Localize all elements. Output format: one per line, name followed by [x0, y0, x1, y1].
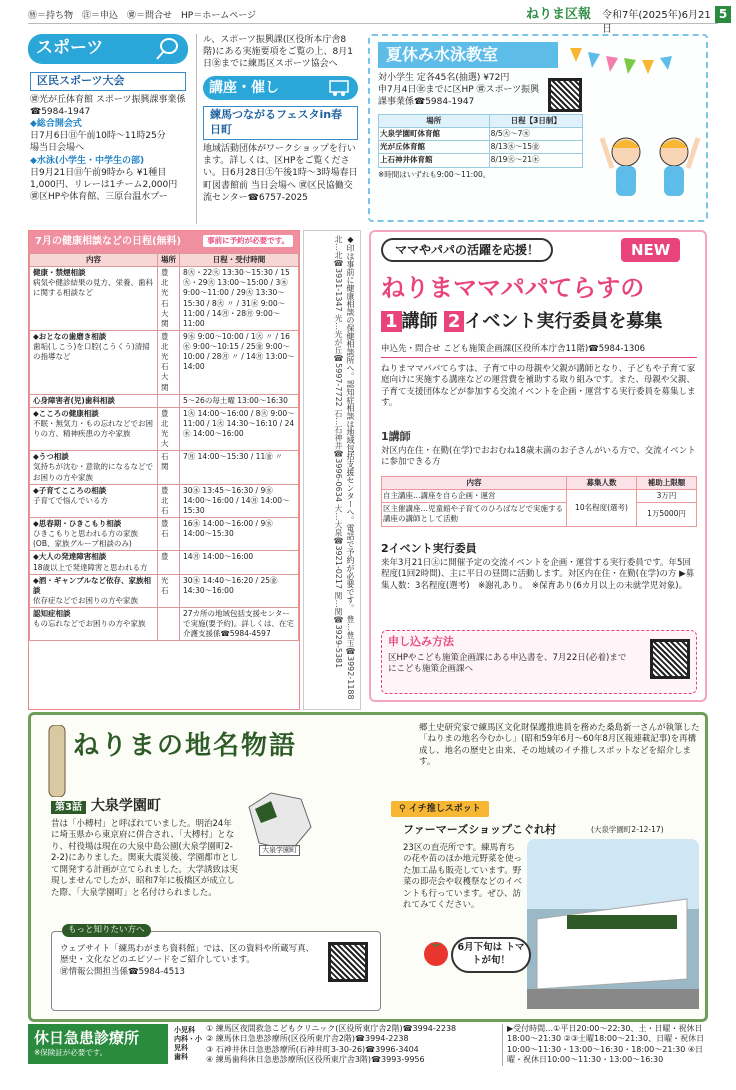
- table-row: [30, 267, 299, 331]
- swim-schedule-table: [378, 114, 583, 168]
- consult-place: 豊 北 光 石 大 関: [158, 330, 180, 394]
- exec-heading: 2イベント実行委員: [381, 542, 477, 555]
- more-info-contact: ㊮情報公開担当係☎5984-4513: [60, 966, 185, 977]
- table-row: [30, 484, 299, 517]
- episode-place: 大泉学園町: [90, 798, 161, 814]
- consult-schedule: 9㊌ 9:00〜10:00 / 1㊋ 〃 / 16㊌ 9:00〜10:15 / 25㊎ 9:00〜10:00 / 28㊊ 〃 / 14㊊ 13:00〜14:00: [180, 330, 299, 394]
- consult-category: 認知症相談: [33, 609, 71, 618]
- number-1-badge: 1: [381, 311, 402, 332]
- episode-heading: [51, 797, 161, 816]
- opening-ceremony-place: 場当日会場へ: [30, 143, 85, 154]
- map-label: 大泉学園町: [259, 845, 300, 856]
- health-header-schedule: 日程・受付時間: [180, 254, 299, 267]
- consult-category: ◆おとなの歯磨き相談: [33, 331, 107, 341]
- consult-description: 歯垢(しこう)を口腔(こうくう)清掃の指導など: [33, 342, 150, 362]
- lecturer-table-header-content: 内容: [382, 477, 567, 490]
- sports-contact: ㊮光が丘体育館 スポーツ振興課事業係☎5984-1947: [30, 94, 186, 117]
- swim-note: ※時間はいずれも9:00〜11:00。: [378, 169, 491, 179]
- table-row: 上石神井体育館 8/19㊋〜21㊍: [379, 154, 583, 167]
- reservation-badge: 事前に予約が必要です。: [203, 235, 293, 247]
- seminar-body: 地域活動団体がワークショップを行います。詳しくは、区HPをご覧ください。日6月28日㊏午後1時〜3時場春日町図書館前 当日会場へ ㊮区民協働交流センター☎6757-2025: [203, 144, 358, 203]
- lecturer-table: [381, 476, 697, 527]
- mamapapa-title: ねりまママパパてらすの: [381, 274, 645, 302]
- lecturer-eligibility: 対区内在住・在勤(在学)でおおむね18歳未満のお子さんがいる方で、交流イベントに参加できる方: [381, 446, 696, 468]
- consult-schedule: 30㊌ 14:40〜16:20 / 25㊎ 14:30〜16:00: [180, 574, 299, 607]
- consult-description: もの忘れなどでお困りの方や家族: [33, 619, 146, 629]
- kind-pediatrics: 小児科: [174, 1026, 195, 1034]
- consult-category: ◆こころの健康相談: [33, 408, 99, 418]
- consult-schedule: 7㊊ 14:00〜15:30 / 11㊎ 〃: [180, 451, 299, 484]
- consult-schedule: 16㊌ 14:00〜16:00 / 9㊌ 14:00〜15:30: [180, 518, 299, 551]
- place-name-story-intro: 郷土史研究家で練馬区文化財保護推進員を務めた桑島新一さんが執筆した「ねりまの地名今むかし」(昭和59年6月〜60年8月区報連載記事)を再構成し、地名の歴史と由来、その地域のイチ推しスポットなどを紹介します。: [419, 723, 700, 768]
- consult-place: 光 石: [158, 574, 180, 607]
- consult-description: 病気や健診結果の見方、栄養、歯科に関する相談など: [33, 278, 153, 298]
- health-title-bar: [29, 231, 299, 253]
- lecturer-recruit-label: 講師: [401, 311, 438, 332]
- consult-description: 依存症などでお困りの方や家族: [33, 595, 138, 605]
- swim-title: 夏休み水泳教室: [378, 42, 558, 68]
- insurance-note: ※保険証が必要です。: [34, 1048, 108, 1058]
- consult-place: 豊 北 光 大: [158, 407, 180, 451]
- episode-body-1: 昔は「小榑村」と呼ばれていました。明治24年に埼玉県から東京府に併合され、「大榑村」となり、村役場は現在の大泉中島公園(大泉学園町2-2-2)にありました。関東大震災後、学園都市として開発する計画が立てられました。大学誘致は実現しませんでしたが、昭和7年に板橋区が成立した際、「大泉学園町」と名付けられました。: [51, 819, 239, 898]
- consult-category: ◆酒・ギャンブルなど依存、家族相談: [33, 575, 151, 595]
- new-badge: NEW: [621, 238, 680, 262]
- number-2-badge: 2: [444, 311, 465, 332]
- consult-description: ひきこもりと思われる方の家族(OB、家族グループ相談のみ): [33, 529, 138, 549]
- consult-description: 子育てで悩んでいる方: [33, 495, 108, 505]
- tennis-racket-icon: [154, 37, 180, 61]
- more-info-text: ウェブサイト「練馬わがまち資料館」では、区の資料や所蔵写真、歴史・文化などのエピソードをご紹介しています。: [60, 944, 315, 966]
- farmers-shop-photo-icon: [527, 839, 699, 1009]
- consult-place: [158, 608, 180, 641]
- sports-continued: ル、スポーツ振興課(区役所本庁舎8階)にある実施要項をご覧の上、8月1日㊎までに練馬区スポーツ協会へ: [203, 35, 353, 70]
- swim-class-section: [368, 34, 708, 222]
- episode-number: 第3話: [51, 801, 86, 814]
- apply-method: 区HPやこども施策企画課にある申込書を、7月22日(必着)までにこども施策企画課へ: [388, 652, 627, 675]
- page-number: 5: [715, 6, 731, 23]
- issue-date: 令和7年(2025年)6月21日: [602, 10, 711, 35]
- health-schedule-table: [29, 253, 299, 641]
- list-item: ② 練馬休日急患診療所(区役所東庁舎2階)☎3994-2238: [206, 1034, 409, 1044]
- consult-schedule: 5〜26の毎土曜 13:00〜16:30: [180, 394, 299, 407]
- consult-category: ◆子育てこころの相談: [33, 485, 107, 495]
- seminar-column: [196, 34, 358, 224]
- seminar-event-name: 練馬つながるフェスタin春日町: [203, 106, 358, 140]
- lecturer-table-header-limit: 補助上限額: [637, 477, 697, 490]
- kind-dental: 歯科: [174, 1053, 188, 1062]
- table-row: [30, 394, 299, 407]
- list-item: ③ 石神井休日急患診療所(石神井町3-30-26)☎3996-3404: [206, 1044, 419, 1054]
- spot-name: ファーマーズショップこぐれ村: [403, 823, 557, 836]
- spot-description: 23区の直売所です。練馬育ちの花や苗のほか地元野菜を使った加工品も販売しています。野菜の即売会や収穫祭などのイベントも行っています。ぜひ、訪れてみてください。: [403, 843, 523, 911]
- health-title: 7月の健康相談などの日程(無料): [35, 236, 182, 247]
- spot-heading: [391, 801, 489, 817]
- swimming-info: ㊮区HPや体育館、三原台温水プー: [30, 191, 168, 202]
- consult-category: ◆大人の発達障害相談: [33, 552, 107, 562]
- table-row: [30, 551, 299, 574]
- table-row: 区主催講座…児童館や子育てのひろばなどで実施する講座の講師として活動 1万5000円: [382, 503, 697, 526]
- clinic-hours: ▶受付時間…①平日20:00〜22:30、土・日曜・祝休日18:00〜21:30 ②③土曜18:00〜21:30、日曜・祝休日10:00〜11:30・13:00〜16:30・18:00〜21:30 ④日曜・祝休日10:00〜11:30・13:00〜16:30: [502, 1024, 708, 1066]
- tomato-icon: [421, 937, 451, 967]
- swimmer-children-illustration-icon: [598, 118, 703, 218]
- health-header-content: 内容: [30, 254, 158, 267]
- consult-place: 豊 北 石: [158, 484, 180, 517]
- opening-ceremony-date: 日7月6日㊐午前10時〜11時25分: [30, 131, 166, 142]
- apply-box: [381, 630, 697, 694]
- swim-table-header-place: 場所: [379, 115, 490, 128]
- consult-schedule: 27カ所の地域包括支援センターで実施(要予約)。詳しくは、在宅介護支援係☎5984-4597: [180, 608, 299, 641]
- table-row: [30, 574, 299, 607]
- consult-place: 豊: [158, 551, 180, 574]
- sports-title-bar: [28, 34, 188, 64]
- consult-category: 心身障害者(児)歯科相談: [33, 395, 115, 405]
- health-consult-section: [28, 230, 300, 710]
- consult-description: 18歳以上で発達障害と思われる方: [33, 562, 148, 572]
- swim-target: 対小学生 定各45名(抽選) ¥72円: [378, 72, 510, 83]
- list-item: ① 練馬区夜間救急こどもクリニック(区役所東庁舎2階)☎3994-2238: [206, 1024, 457, 1033]
- map-pin-icon: ⚲: [399, 804, 406, 814]
- consult-description: 気持ちが沈む・意欲的になるなどでお困りの方や家族: [33, 462, 153, 482]
- place-name-story-title: ねりまの地名物語: [73, 731, 298, 761]
- exec-recruit-label: イベント実行委員を募集: [464, 311, 663, 332]
- newsletter-logo: ねりま区報: [526, 7, 592, 22]
- mamapapa-cheer: ママやパパの活躍を応援！: [381, 238, 553, 262]
- archive-qr-code[interactable]: [328, 942, 368, 982]
- mamapapa-contact: 申込先・問合せ こども施策企画課(区役所本庁舎11階)☎5984-1306: [381, 344, 697, 358]
- consult-category: ◆思春期・ひきこもり相談: [33, 519, 122, 528]
- table-row: 自主講座…講座を自ら企画・運営 10名程度(選考) 3万円: [382, 490, 697, 503]
- clinic-kinds: [174, 1026, 204, 1062]
- lecture-icon: [328, 79, 350, 97]
- holiday-clinic-section: [28, 1024, 708, 1084]
- health-header-place: 場所: [158, 254, 180, 267]
- sports-title: スポーツ: [36, 38, 104, 58]
- apply-heading: 申し込み方法: [388, 635, 454, 648]
- consult-schedule: 1㊋ 14:00〜16:00 / 8㊋ 9:00〜11:00 / 1㊋ 14:30〜16:10 / 24㊍ 14:00〜16:00: [180, 407, 299, 451]
- mamapapa-section: [369, 230, 707, 702]
- opening-ceremony-heading: ◆総合開会式: [30, 119, 82, 130]
- health-center-list: 豊…豊玉☎3992-1188 北…北☎3931-1347 光…光が丘☎5997-7722 石…石神井☎3996-0634 大…大泉☎3921-0217 関…関☎3929-5381: [334, 235, 355, 700]
- consult-place: [158, 394, 180, 407]
- page-header: [28, 6, 728, 35]
- scroll-decoration-icon: [45, 725, 69, 797]
- clinic-list: [206, 1024, 496, 1066]
- clinic-title: 休日急患診療所: [34, 1029, 140, 1047]
- consult-place: 豊 北 光 石 大 関: [158, 267, 180, 331]
- table-row: [30, 608, 299, 641]
- seminar-title-bar: [203, 76, 358, 100]
- lecturer-table-header-count: 募集人数: [567, 477, 637, 490]
- consult-place: 豊 石: [158, 518, 180, 551]
- clinic-title-box: [28, 1024, 168, 1064]
- legend: ㊕＝持ち物 ㊟＝申込 ㊮＝問合せ HP＝ホームページ: [28, 11, 257, 21]
- table-row: [30, 407, 299, 451]
- table-row: 大泉学園町体育館 8/5㊋〜7㊍: [379, 128, 583, 141]
- table-row: [30, 451, 299, 484]
- vertical-note: [303, 230, 361, 710]
- more-info-box: [51, 925, 381, 1011]
- health-notice: ◆印は事前に健康相談の保健相談所へ。認知症相談は地域包括支援センターへ。電話で予約が必要です。: [346, 235, 355, 612]
- bunting-decoration-icon: [570, 40, 700, 80]
- swimming-heading: ◆水泳(小学生・中学生の部): [30, 155, 145, 166]
- swim-apply: 申7月4日㊎までに区HP ㊮スポーツ振興課事業係☎5984-1947: [378, 84, 540, 107]
- kind-internal-pediatrics: 内科・小児科: [174, 1035, 202, 1053]
- tomato-season-bubble: 6月下旬は トマトが旬！: [451, 937, 531, 973]
- lecturer-heading: 1講師: [381, 430, 411, 443]
- consult-category: 健康・禁煙相談: [33, 268, 86, 278]
- sports-event-name: 区民スポーツ大会: [30, 72, 186, 91]
- seminar-title: 講座・催し: [209, 80, 279, 97]
- swim-table-header-dates: 日程【3日制】: [489, 115, 582, 128]
- mamapapa-qr-code[interactable]: [650, 639, 690, 679]
- table-row: 光が丘体育館 8/13㊌〜15㊎: [379, 141, 583, 154]
- more-info-heading: もっと知りたい方へ: [62, 924, 151, 937]
- consult-schedule: 30㊌ 13:45〜16:30 / 9㊌ 14:00〜16:00 / 14㊊ 14:00〜15:30: [180, 484, 299, 517]
- sports-section: [28, 34, 188, 224]
- place-name-story-section: [28, 712, 708, 1022]
- consult-description: 不眠・無気力・もの忘れなどでお困りの方、精神疾患の方や家族: [33, 418, 153, 438]
- mamapapa-subtitle: [381, 310, 662, 334]
- consult-category: ◆うつ相談: [33, 452, 69, 462]
- consult-schedule: 14㊊ 14:00〜16:00: [180, 551, 299, 574]
- list-item: ④ 練馬歯科休日急患診療所(区役所東庁舎3階)☎3993-9956: [206, 1055, 425, 1065]
- consult-place: 石 関: [158, 451, 180, 484]
- table-row: [30, 330, 299, 394]
- spot-address: (大泉学園町2-12-17): [591, 825, 664, 834]
- table-row: [30, 518, 299, 551]
- exec-details: 来年3月21日㊏に開催予定の交流イベントを企画・運営する実行委員です。年5回程度(1回2時間)、主に平日の昼間に活動します。対区内在住・在勤(在学)の方 ▶募集人数：3名程度(選考) ※謝礼あり。 ※保育あり(6カ月以上の未就学児対象)。: [381, 558, 695, 591]
- mamapapa-intro: ねりまママパパてらすは、子育て中の母親や父親が講師となり、子どもや子育て家庭向けに実施する講座などの運営費を補助する取り組みです。また、母親や父親、子育て支援団体などが参加する交流イベントを企画・運営する実行委員を募集します。: [381, 364, 696, 409]
- consult-schedule: 8㊋・22㊋ 13:30〜15:30 / 15㊋・29㊋ 13:00〜15:00 / 3㊍ 9:00〜11:00 / 29㊋ 13:30〜15:30 / 8㊋ 〃 / 31㊍ 9:00〜11:00 / 14㊊・28㊊ 9:00〜11:00: [180, 267, 299, 331]
- swim-qr-code[interactable]: [548, 78, 582, 112]
- swimming-details: 日9月21日㊐午前9時から ¥1種目1,000円、リレーは1チーム2,000円: [30, 167, 178, 190]
- spot-heading-label: イチ推しスポット: [408, 804, 481, 814]
